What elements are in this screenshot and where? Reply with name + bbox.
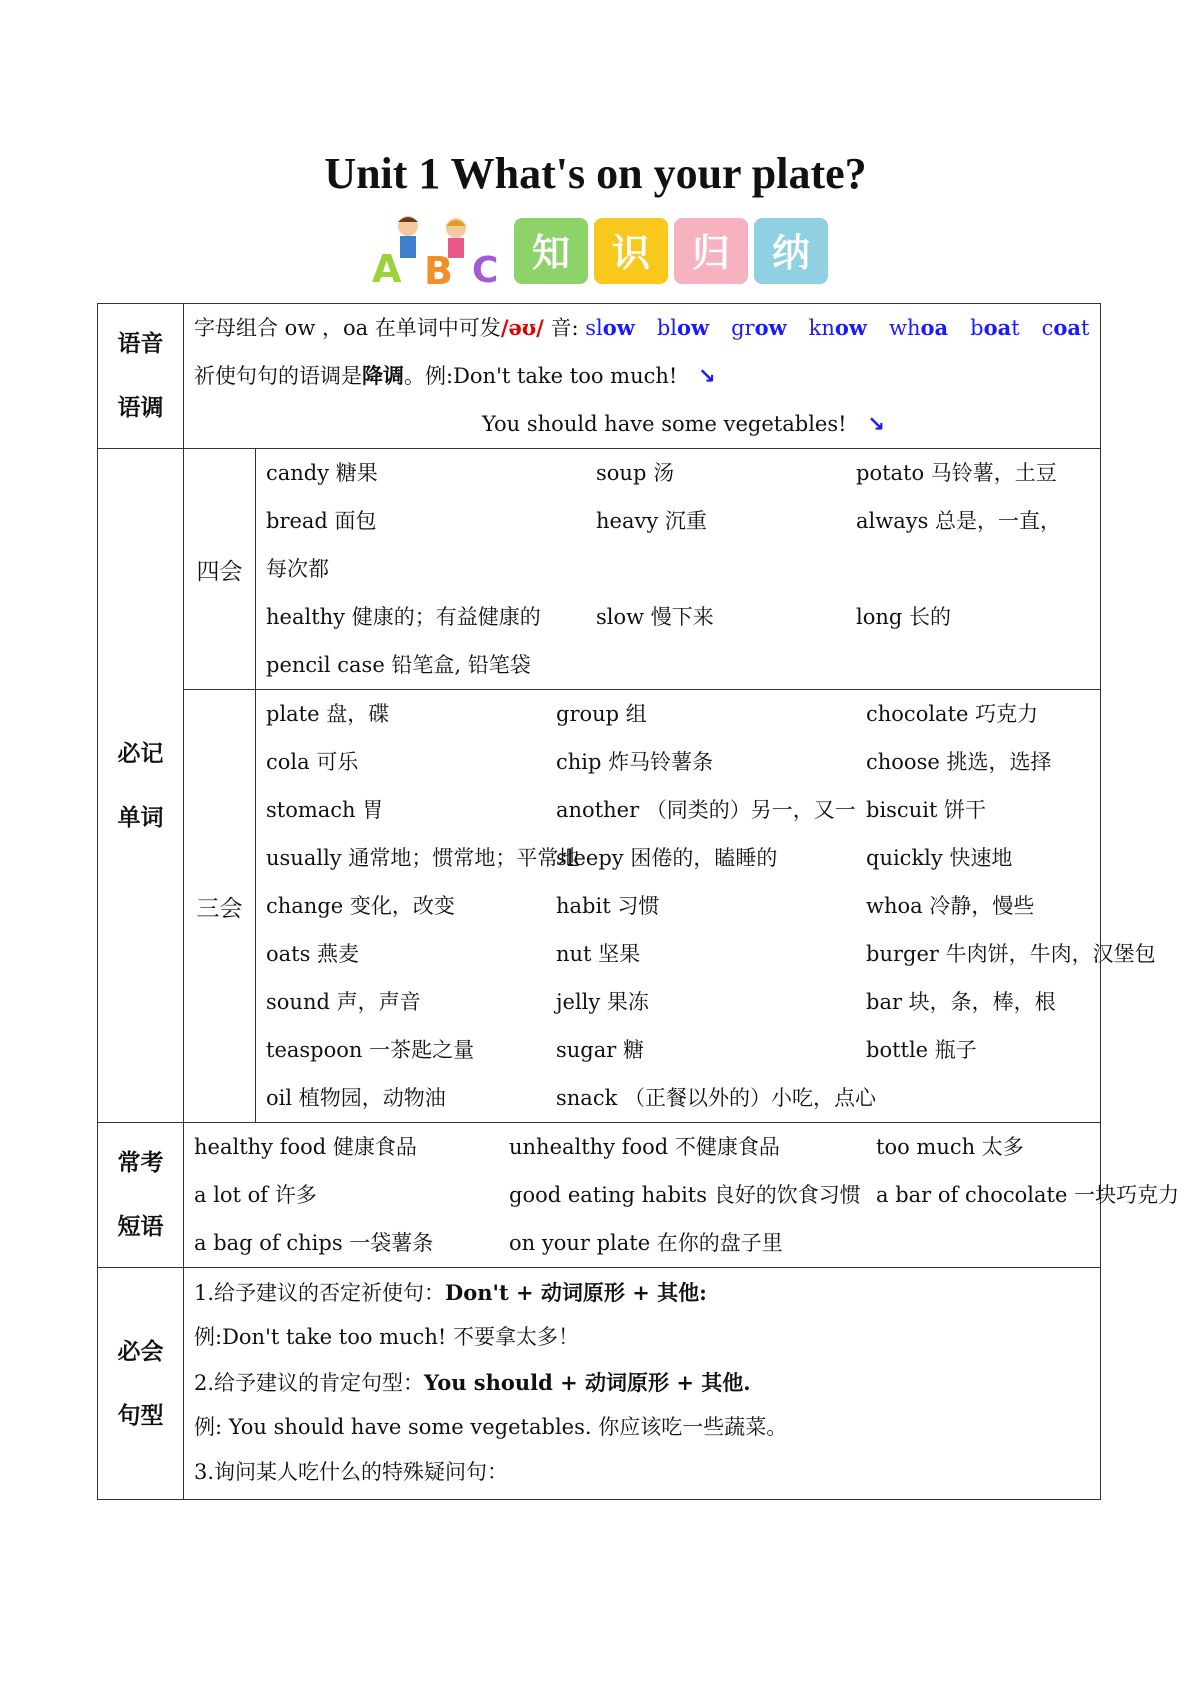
vocab-three-line — [266, 882, 1090, 930]
phrases-label: 常考 短语 — [98, 1123, 184, 1268]
vocab-three-entry: whoa 冷静，慢些 — [866, 894, 1035, 918]
vocab-three-entry: sleepy 困倦的，瞌睡的 — [556, 846, 778, 870]
banner-tile-1: 知 — [514, 218, 588, 284]
vocab-three-entry: oats 燕麦 — [266, 942, 360, 966]
sentences-row — [98, 1268, 1101, 1500]
vocab-three-entry: sound 声，声音 — [266, 990, 421, 1014]
vocab-three-entry: another （同类的）另一，又一 — [556, 798, 856, 822]
falling-tone-arrow-icon: ↘ — [698, 364, 716, 388]
phrase-line — [194, 1123, 1090, 1171]
vocab-four-entry: always 总是，一直， — [856, 509, 1062, 533]
phonics-word: boat — [970, 315, 1020, 340]
phonics-row — [98, 304, 1101, 449]
phrase-line — [194, 1219, 1090, 1267]
phrase-entry: a bar of chocolate 一块巧克力 — [876, 1183, 1180, 1207]
vocab-four-entry: potato 马铃薯，土豆 — [856, 461, 1057, 485]
vocab-three-entry: chocolate 巧克力 — [866, 702, 1039, 726]
vocab-four-list — [256, 449, 1100, 689]
phonics-word: coat — [1041, 315, 1090, 340]
phonics-word: slow — [585, 315, 635, 340]
svg-text:B: B — [424, 249, 453, 288]
vocab-three-entry: oil 植物园，动物油 — [266, 1086, 446, 1110]
vocab-four-line — [266, 593, 1090, 641]
phrases-row — [98, 1123, 1101, 1268]
vocab-three-entry: habit 习惯 — [556, 894, 660, 918]
vocab-three-entry: bottle 瓶子 — [866, 1038, 977, 1062]
vocab-three-entry: burger 牛肉饼，牛肉，汉堡包 — [866, 942, 1156, 966]
vocab-three-entry: jelly 果冻 — [556, 990, 649, 1014]
vocab-three-entry: chip 炸马铃薯条 — [556, 750, 714, 774]
phonics-word: blow — [656, 315, 710, 340]
vocab-three-line — [266, 930, 1156, 978]
vocab-three-entry: plate 盘，碟 — [266, 702, 390, 726]
vocab-three-entry: biscuit 饼干 — [866, 798, 987, 822]
knowledge-table — [97, 303, 1180, 1500]
phonics-line-3: You should have some vegetables! ↘ — [482, 412, 885, 436]
phrase-entry: a bag of chips 一袋薯条 — [194, 1231, 434, 1255]
vocab-three-line — [266, 834, 1090, 882]
vocab-three-line — [266, 978, 1090, 1026]
vocab-four-line — [266, 641, 1090, 689]
phrase-entry: on your plate 在你的盘子里 — [509, 1231, 783, 1255]
vocab-four-line — [266, 497, 1090, 545]
phonics-word: whoa — [889, 315, 949, 340]
vocab-four-entry: slow 慢下来 — [596, 605, 714, 629]
phonics-word: grow — [731, 315, 787, 340]
vocab-three-entry: choose 挑选，选择 — [866, 750, 1052, 774]
vocab-three-row — [98, 690, 1101, 1123]
phrase-entry: healthy food 健康食品 — [194, 1135, 417, 1159]
phrase-line — [194, 1171, 1180, 1219]
svg-text:A: A — [372, 247, 402, 288]
kids-abc-illustration — [368, 212, 508, 288]
vocab-three-line — [266, 690, 1090, 738]
phrase-entry: too much 太多 — [876, 1135, 1024, 1159]
vocab-three-line — [266, 1074, 1090, 1122]
vocab-three-line — [266, 786, 1090, 834]
vocab-four-entry: healthy 健康的；有益健康的 — [266, 605, 541, 629]
sentence-4: 例: You should have some vegetables. 你应该吃一些蔬菜。 — [194, 1415, 788, 1439]
vocab-four-entry: long 长的 — [856, 605, 952, 629]
phonics-line-2: 祈使句句的语调是降调。例:Don't take too much! ↘ — [194, 363, 716, 388]
vocab-four-label: 四会 — [184, 449, 256, 690]
vocab-four-entry: candy 糖果 — [266, 461, 378, 485]
knowledge-summary-banner — [368, 212, 838, 288]
phrase-entry: a lot of 许多 — [194, 1183, 317, 1207]
vocab-three-entry: stomach 胃 — [266, 798, 384, 822]
page-title: Unit 1 What's on your plate? — [324, 149, 867, 198]
vocab-four-entry: soup 汤 — [596, 461, 675, 485]
vocab-three-entry: quickly 快速地 — [866, 846, 1013, 870]
sentences-label: 必会 句型 — [98, 1268, 184, 1500]
phonics-label: 语音 语调 — [98, 304, 184, 449]
vocab-three-label: 三会 — [184, 690, 256, 1123]
vocab-three-entry: usually 通常地；惯常地；平常地 — [266, 846, 580, 870]
ow-word-list — [585, 316, 1111, 340]
vocab-three-line — [266, 738, 1090, 786]
banner-tile-2: 识 — [594, 218, 668, 284]
vocab-three-list — [256, 690, 1156, 1122]
banner-tile-3: 归 — [674, 218, 748, 284]
phonics-word: know — [808, 315, 867, 340]
vocab-label: 必记 单词 — [98, 449, 184, 1123]
phrases-list — [184, 1123, 1180, 1267]
vocab-three-entry: nut 坚果 — [556, 942, 641, 966]
vocab-four-entry: 每次都 — [266, 557, 329, 581]
sentence-5: 3.询问某人吃什么的特殊疑问句： — [194, 1460, 509, 1484]
vocab-three-entry: teaspoon 一茶匙之量 — [266, 1038, 475, 1062]
falling-tone-arrow-icon: ↘ — [867, 412, 885, 436]
phrase-entry: good eating habits 良好的饮食习惯 — [509, 1183, 861, 1207]
banner-tile-4: 纳 — [754, 218, 828, 284]
sentence-1: 1.给予建议的否定祈使句：Don't + 动词原形 + 其他: — [194, 1280, 707, 1305]
vocab-four-line — [266, 449, 1090, 497]
vocab-three-entry: bar 块，条，棒，根 — [866, 990, 1056, 1014]
vocab-three-entry: change 变化，改变 — [266, 894, 455, 918]
vocab-four-line — [266, 545, 1090, 593]
phonics-line-1: 字母组合 ow ，oa 在单词中可发/əʊ/ 音: slow blow grow know whoa boat coat — [194, 304, 1090, 352]
phrase-entry: unhealthy food 不健康食品 — [509, 1135, 780, 1159]
sentence-3: 2.给予建议的肯定句型：You should + 动词原形 + 其他. — [194, 1370, 751, 1395]
vocab-four-row — [98, 449, 1101, 690]
vocab-three-line — [266, 1026, 1090, 1074]
sentence-2: 例:Don't take too much! 不要拿太多！ — [194, 1325, 579, 1349]
vocab-three-entry: cola 可乐 — [266, 750, 359, 774]
vocab-four-entry: bread 面包 — [266, 509, 377, 533]
vocab-four-entry: heavy 沉重 — [596, 509, 707, 533]
svg-text:C: C — [472, 250, 499, 288]
vocab-three-entry: group 组 — [556, 702, 647, 726]
vocab-four-entry: pencil case 铅笔盒, 铅笔袋 — [266, 653, 531, 677]
vocab-three-entry: sugar 糖 — [556, 1038, 644, 1062]
vocab-three-entry: snack （正餐以外的）小吃，点心 — [556, 1086, 876, 1110]
